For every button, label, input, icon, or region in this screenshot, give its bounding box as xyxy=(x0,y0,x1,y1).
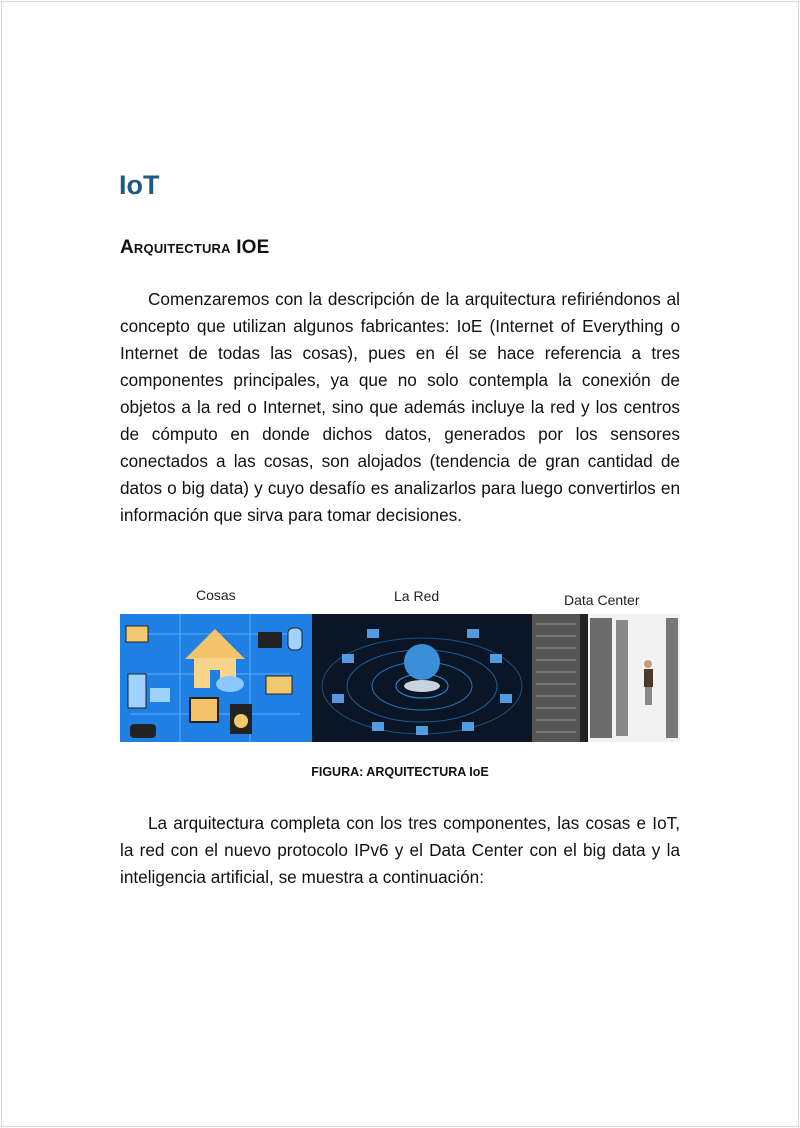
body-paragraph: La arquitectura completa con los tres componentes, las cosas e IoT, la red con el nuevo protocolo IPv6 y el Data Center con el big data y la inteligencia artificial, se muestra a continuación: xyxy=(120,813,680,887)
network-image xyxy=(312,614,532,742)
figure-caption: FIGURA: ARQUITECTURA IoE xyxy=(311,765,489,779)
figure-label-data-center: Data Center xyxy=(564,592,640,608)
section-heading: Arquitectura IOE xyxy=(120,237,270,258)
data-center-image xyxy=(532,614,680,742)
figure-label-cosas: Cosas xyxy=(196,587,236,603)
figure-label-la-red: La Red xyxy=(394,588,440,604)
things-image xyxy=(120,614,312,742)
body-paragraph: Comenzaremos con la descripción de la arquitectura refiriéndonos al concepto que utilizan algunos fabricantes: IoE (Internet of Everything o Internet de todas las cosas), pues en él se hace referencia a tres componentes principales, ya que no solo contempla la conexión de objetos a la red o Internet, sino que además incluye la red y los centros de cómputo en donde dichos datos, generados por los sensores conectados a las cosas, son alojados (tendencia de gran cantidad de datos o big data) y cuyo desafío es analizarlos para luego convertirlos en información que sirva para tomar decisiones. xyxy=(120,289,680,525)
page-title: IoT xyxy=(119,170,160,200)
figure-ioe-architecture xyxy=(120,584,680,744)
